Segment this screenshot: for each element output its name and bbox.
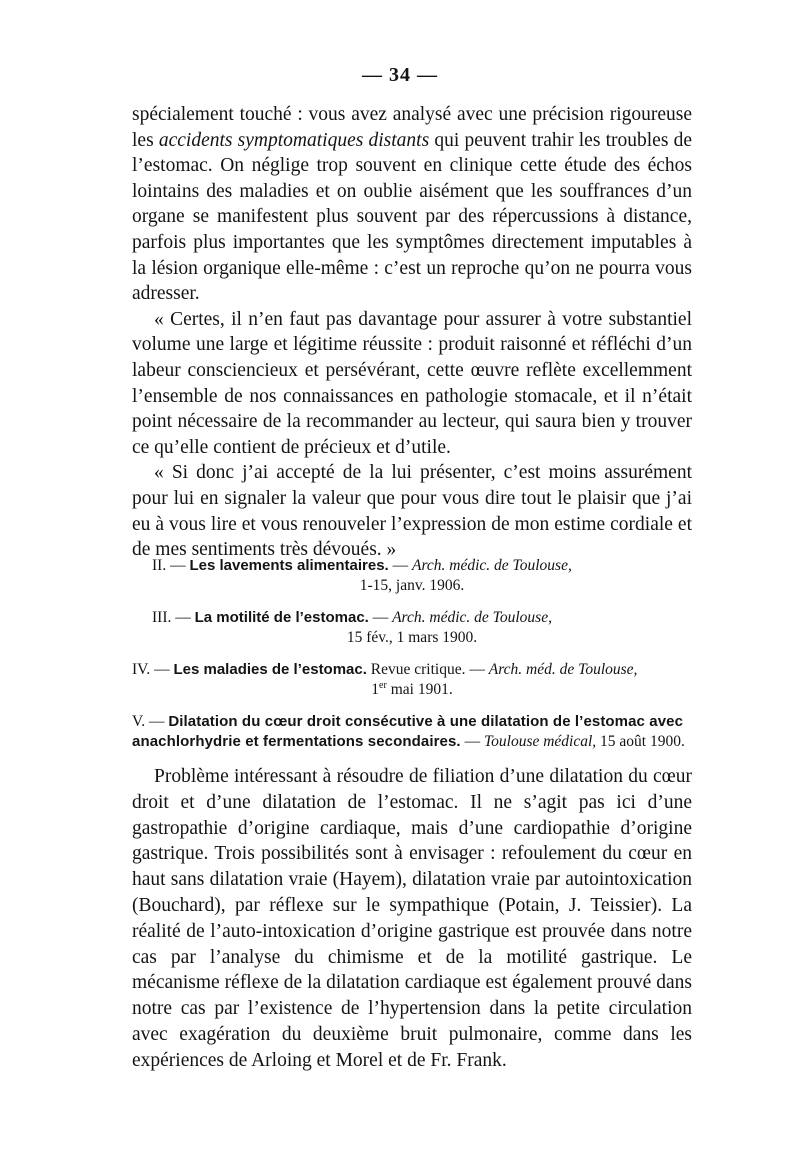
reference-item	[132, 556, 692, 596]
reference-line	[132, 660, 692, 680]
reference-date	[132, 680, 692, 700]
paragraph	[132, 102, 692, 307]
reference-date: 15 août 1900.	[596, 733, 685, 750]
separator: —	[460, 733, 484, 750]
reference-item	[132, 608, 692, 648]
date-day: 1	[371, 681, 380, 698]
paragraph: « Certes, il n’en faut pas davantage pour assurer à votre substantiel volume une large et légitime réussite : produit raisonné et réfléchi d’un labeur consciencieux et persévérant, cette œuvre reflète excellemment l’ensemble de nos connaissances en pathologie stomacale, et il n’était point nécessaire de la recommander au lecteur, qui saura bien y trouver ce qu’elle contient de précieux et d’utile.	[132, 308, 692, 458]
reference-list	[132, 556, 692, 764]
separator: —	[368, 609, 393, 626]
reference-date: 15 fév., 1 mars 1900.	[346, 629, 478, 646]
reference-date: 1-15, janv. 1906.	[359, 577, 465, 594]
reference-journal: Arch. médic. de Toulouse,	[411, 557, 572, 574]
reference-journal: Arch. médic. de Toulouse,	[392, 609, 552, 626]
date-rest: mai 1901.	[386, 681, 453, 698]
page-number: — 34 —	[362, 64, 438, 86]
reference-title: Dilatation du cœur droit consécutive à une dilatation de l’estomac avec anachlorhydrie et fermentations secondaires.	[132, 713, 684, 750]
separator: —	[465, 661, 489, 678]
reference-title: Les maladies de l’estomac.	[173, 661, 367, 678]
reference-note: Revue critique.	[366, 661, 466, 678]
reference-number: V. —	[132, 713, 169, 730]
emphasis: accidents symptomatiques distants	[158, 129, 430, 151]
reference-number: II. —	[152, 557, 190, 574]
reference-title: La motilité de l’estomac.	[194, 609, 369, 626]
discussion-text	[132, 764, 692, 1074]
paragraph: Problème intéressant à résoudre de filiation d’une dilatation du cœur droit et d’une dilatation de l’estomac. Il ne s’agit pas ici d’une gastropathie d’origine cardiaque, mais d’une cardiopathie d’origine gastrique. Trois possibilités sont à envisager : refoulement du cœur en haut sans dilatation vraie (Hayem), dilatation vraie par autointoxication (Bouchard), par réflexe sur le sympathique (Potain, J. Teissier). La réalité de l’auto-intoxication d’origine gastrique est prouvée dans notre cas par l’analyse du chimisme et de la motilité gastrique. Le mécanisme réflexe de la dilatation cardiaque est également prouvé dans notre cas par l’existence de l’hypertension dans la petite circulation avec exagération du deuxième bruit pulmonaire, comme dans les expériences de Arloing et Morel et de Fr. Frank.	[132, 766, 692, 1071]
reference-journal: Arch. méd. de Toulouse,	[488, 661, 638, 678]
reference-number: III. —	[152, 609, 195, 626]
reference-line	[132, 712, 692, 752]
reference-number: IV. —	[132, 661, 174, 678]
paragraph: « Si donc j’ai accepté de la lui présenter, c’est moins assurément pour lui en signaler la valeur que pour vous dire tout le plaisir que j’ai eu à vous lire et vous renouveler l’expression de mon estime cordiale et de mes sentiments très dévoués. »	[132, 462, 692, 561]
reference-title: Les lavements alimentaires.	[189, 557, 389, 574]
date-superscript: er	[379, 679, 387, 691]
separator: —	[388, 557, 412, 574]
reference-journal: Toulouse médical,	[483, 733, 597, 750]
reference-line	[132, 556, 692, 576]
text-run: qui peuvent trahir les troubles de l’estomac. On néglige trop souvent en clinique cette étude des échos lointains des maladies et on oublie aisément que les souffrances d’un organe se manifestent plus souvent par des répercussions à distance, parfois plus importantes que les symptômes directement imputables à la lésion organique elle-même : c’est un reproche qu’on ne pourra vous adresser.	[132, 129, 692, 305]
intro-text	[132, 102, 692, 563]
reference-line	[132, 608, 692, 628]
reference-item	[132, 712, 692, 752]
reference-item	[132, 660, 692, 700]
text-run: spécialement touché : vous avez analysé avec une précision rigoureuse les	[132, 104, 692, 151]
